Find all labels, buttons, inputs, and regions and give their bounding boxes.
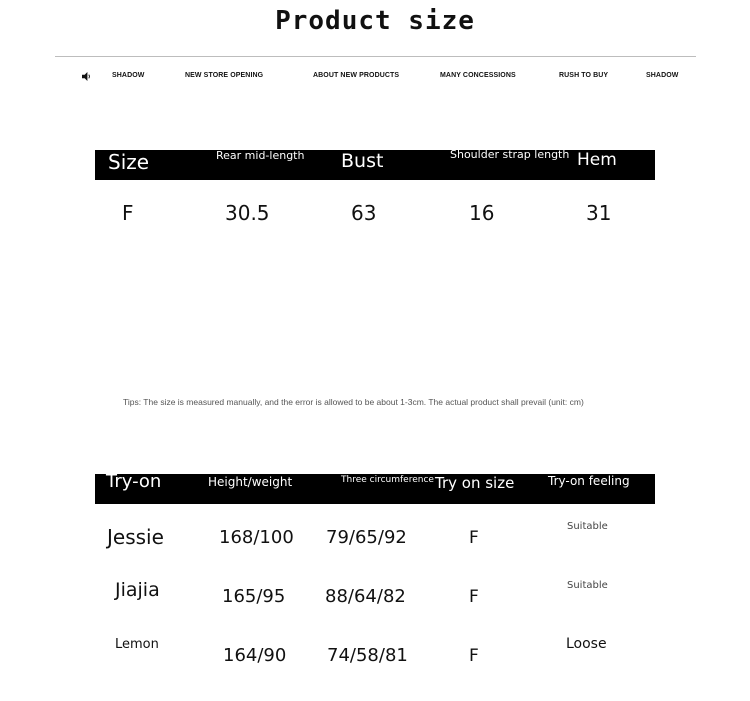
cell-three-circumference: 79/65/92 [326,527,407,548]
divider [55,56,696,57]
nav-item-about-new-products[interactable]: ABOUT NEW PRODUCTS [313,72,400,79]
top-nav [0,72,750,84]
header-hem: Hem [577,150,617,170]
cell-try-on-size: F [469,587,479,607]
cell-bust: 63 [351,201,377,225]
header-size: Size [108,150,150,174]
header-rear-mid-length: Rear mid-length [216,149,305,162]
cell-try-on-size: F [469,528,479,548]
cell-height-weight: 164/90 [223,645,287,666]
header-try-on: Try-on [106,471,162,492]
cell-hem: 31 [586,201,612,225]
header-try-on-size: Try on size [435,474,515,492]
size-table-header [95,150,655,180]
cell-three-circumference: 88/64/82 [325,586,406,607]
cell-three-circumference: 74/58/81 [327,645,408,666]
header-try-on-feeling: Try-on feeling [548,474,630,488]
header-height-weight: Height/weight [208,475,293,489]
cell-shoulder-strap-length: 16 [469,201,495,225]
nav-item-shadow[interactable]: SHADOW [112,72,145,79]
cell-name: Jiajia [115,579,160,601]
cell-size: F [122,201,134,225]
cell-try-on-feeling: Suitable [567,580,608,591]
cell-try-on-feeling: Suitable [567,521,608,532]
header-bust: Bust [341,150,384,172]
cell-height-weight: 165/95 [222,586,286,607]
cell-rear-mid-length: 30.5 [225,201,270,225]
nav-item-shadow-2[interactable]: SHADOW [646,72,679,79]
cell-name: Jessie [107,525,164,549]
cell-height-weight: 168/100 [219,527,294,548]
header-shoulder-strap-length: Shoulder strap length [450,148,570,161]
header-three-circumference: Three circumference [341,475,434,485]
cell-name: Lemon [115,637,159,652]
page-title: Product size [275,6,475,36]
nav-item-new-store-opening[interactable]: NEW STORE OPENING [185,72,264,79]
nav-item-many-concessions[interactable]: MANY CONCESSIONS [440,72,516,79]
cell-try-on-feeling: Loose [566,636,607,652]
nav-item-rush-to-buy[interactable]: RUSH TO BUY [559,72,609,79]
size-tips: Tips: The size is measured manually, and the error is allowed to be about 1-3cm. The actual product shall prevail (unit: cm) [123,397,584,407]
cell-try-on-size: F [469,646,479,666]
tryon-table-header [95,471,655,504]
